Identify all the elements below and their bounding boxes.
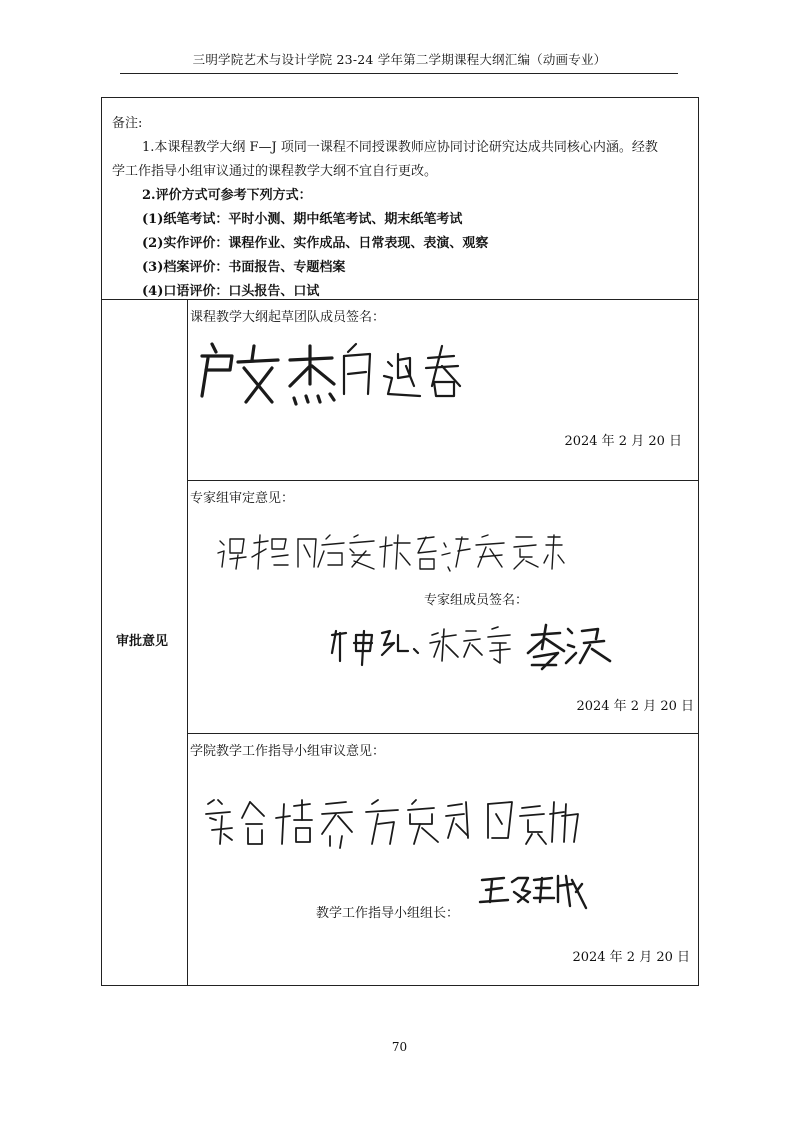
committee-leader-signature (478, 870, 588, 914)
committee-leader-label: 教学工作指导小组组长： (316, 906, 460, 921)
drafting-team-label: 课程教学大纲起草团队成员签名： (190, 310, 386, 325)
notes-heading: 备注: (112, 116, 143, 131)
header-rule (120, 73, 678, 74)
expert-opinion-label: 专家组审定意见： (190, 491, 295, 506)
notes-line-2: 2.评价方式可参考下列方式： (142, 188, 312, 203)
expert-opinion-handwriting (214, 531, 564, 575)
notes-line-1a: 1.本课程教学大纲 F—J 项同一课程不同授课教师应协同讨论研究达成共同核心内涵。经教 (142, 140, 658, 155)
page-number: 70 (391, 1040, 408, 1054)
notes-box (101, 97, 699, 300)
committee-cell (187, 733, 699, 986)
notes-item-4: (4)口语评价：口头报告、口试 (142, 284, 320, 299)
expert-group-cell (187, 480, 699, 734)
notes-line-1b: 学工作指导小组审议通过的课程教学大纲不宜自行更改。 (112, 164, 438, 179)
expert-date: 2024 年 2 月 20 日 (576, 699, 694, 714)
drafting-team-cell (187, 299, 699, 481)
review-label: 审批意见 (116, 634, 169, 649)
drafting-signatures-handwriting (192, 336, 472, 416)
committee-date: 2024 年 2 月 20 日 (572, 950, 690, 965)
drafting-date: 2024 年 2 月 20 日 (564, 434, 682, 449)
expert-signature-label: 专家组成员签名： (424, 593, 529, 608)
notes-item-2: (2)实作评价：课程作业、实作成品、日常表现、表演、观察 (142, 236, 489, 251)
notes-item-3: (3)档案评价：书面报告、专题档案 (142, 260, 346, 275)
committee-opinion-label: 学院教学工作指导小组审议意见： (190, 744, 386, 759)
notes-item-1: (1)纸笔考试：平时小测、期中纸笔考试、期末纸笔考试 (142, 212, 463, 227)
expert-signatures-handwriting (328, 621, 618, 677)
committee-opinion-handwriting (202, 794, 582, 854)
review-label-column (101, 299, 188, 986)
page-header: 三明学院艺术与设计学院 23-24 学年第二学期课程大纲汇编（动画专业） (192, 52, 607, 67)
